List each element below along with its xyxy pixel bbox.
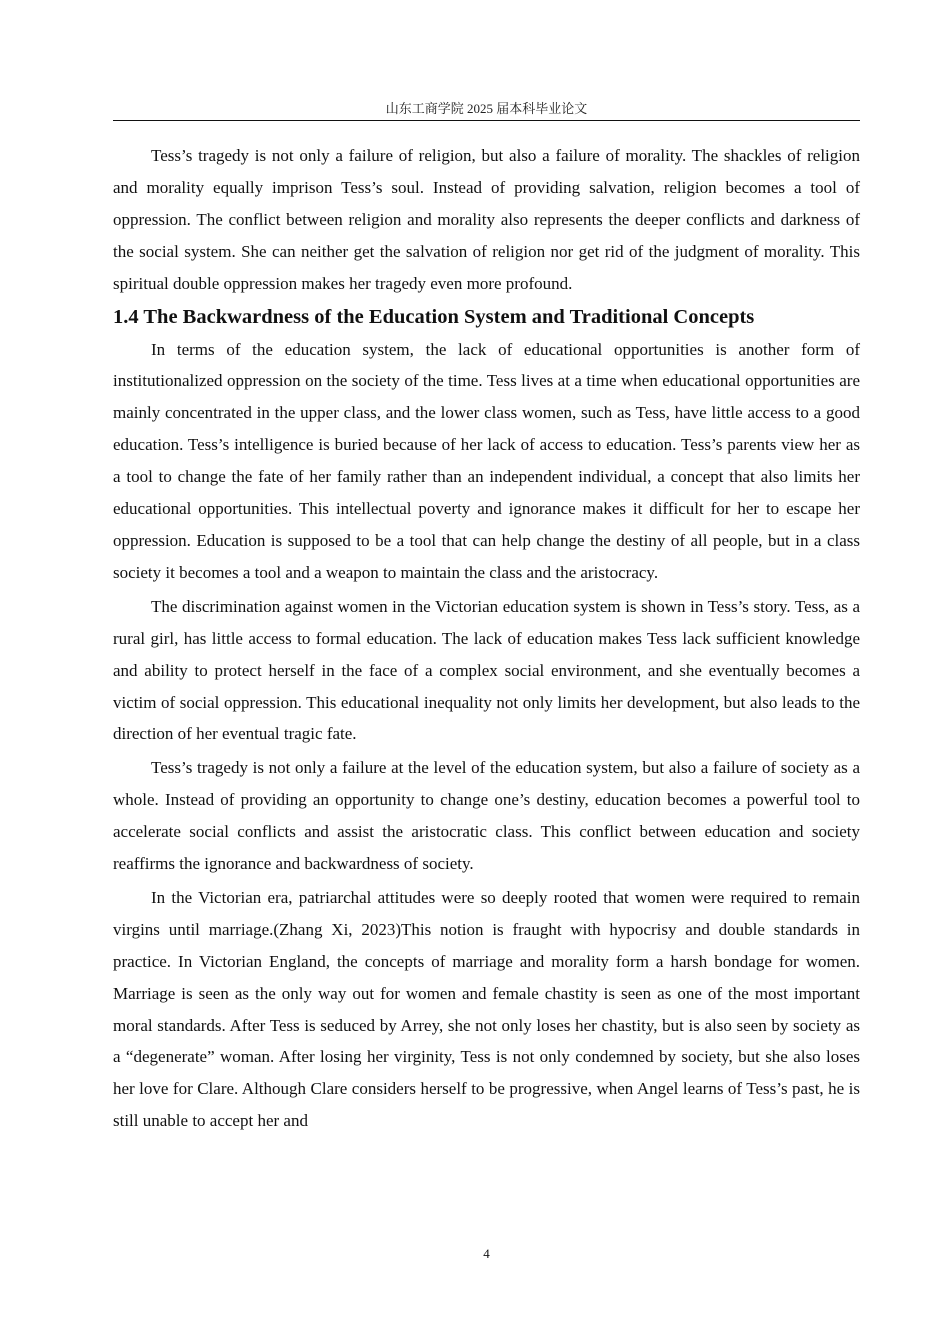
body-paragraph: Tess’s tragedy is not only a failure at the level of the education system, but also a failure of society as a whole. Instead of providing an opportunity to change one’s destiny, education becomes a powerful tool to accelerate social conflicts and assist the aristocratic class. This conflict between education and society reaffirms the ignorance and backwardness of society. bbox=[113, 758, 860, 874]
page-number: 4 bbox=[483, 1246, 490, 1261]
body-paragraph: In terms of the education system, the lack of educational opportunities is another form of institutionalized oppression on the society of the time. Tess lives at a time when educational opportunities are mainly concentrated in the upper class, and the lower class women, such as Tess, have little access to a good education. Tess’s intelligence is buried because of her lack of access to education. Tess’s parents view her as a tool to change the fate of her family rather than an independent individual, a concept that also limits her educational opportunities. This intellectual poverty and ignorance makes it difficult for her to escape her oppression. Education is supposed to be a tool that can help change the destiny of all people, but in a class society it becomes a tool and a weapon to maintain the class and the aristocracy. bbox=[113, 339, 860, 582]
body-paragraph: The discrimination against women in the Victorian education system is shown in Tess’s story. Tess, as a rural girl, has little access to formal education. The lack of education makes Tess lack sufficient knowledge and ability to protect herself in the face of a complex social environment, and she eventually becomes a victim of social oppression. This educational inequality not only limits her development, but also leads to the direction of her eventual tragic fate. bbox=[113, 596, 860, 744]
section-heading: 1.4 The Backwardness of the Education System and Traditional Concepts bbox=[113, 305, 755, 328]
running-header: 山东工商学院 2025 届本科毕业论文 bbox=[385, 101, 588, 116]
body-paragraph: In the Victorian era, patriarchal attitudes were so deeply rooted that women were required to remain virgins until marriage.(Zhang Xi, 2023)This notion is fraught with hypocrisy and double standards in practice. In Victorian England, the concepts of marriage and morality form a harsh bondage for women. Marriage is seen as the only way out for women and female chastity is seen as one of the most important moral standards. After Tess is seduced by Arrey, she not only loses her chastity, but is also seen by society as a “degenerate” woman. After losing her virginity, Tess is not only condemned by society, but she also loses her love for Clare. Although Clare considers herself to be progressive, when Angel learns of Tess’s past, he is still unable to accept her and bbox=[113, 887, 860, 1131]
header-rule bbox=[113, 120, 860, 121]
document-body bbox=[113, 140, 860, 1137]
body-paragraph: Tess’s tragedy is not only a failure of religion, but also a failure of morality. The shackles of religion and morality equally imprison Tess’s soul. Instead of providing salvation, religion becomes a tool of oppression. The conflict between religion and morality also represents the deeper conflicts and darkness of the social system. She can neither get the salvation of religion nor get rid of the judgment of morality. This spiritual double oppression makes her tragedy even more profound. bbox=[113, 146, 860, 293]
